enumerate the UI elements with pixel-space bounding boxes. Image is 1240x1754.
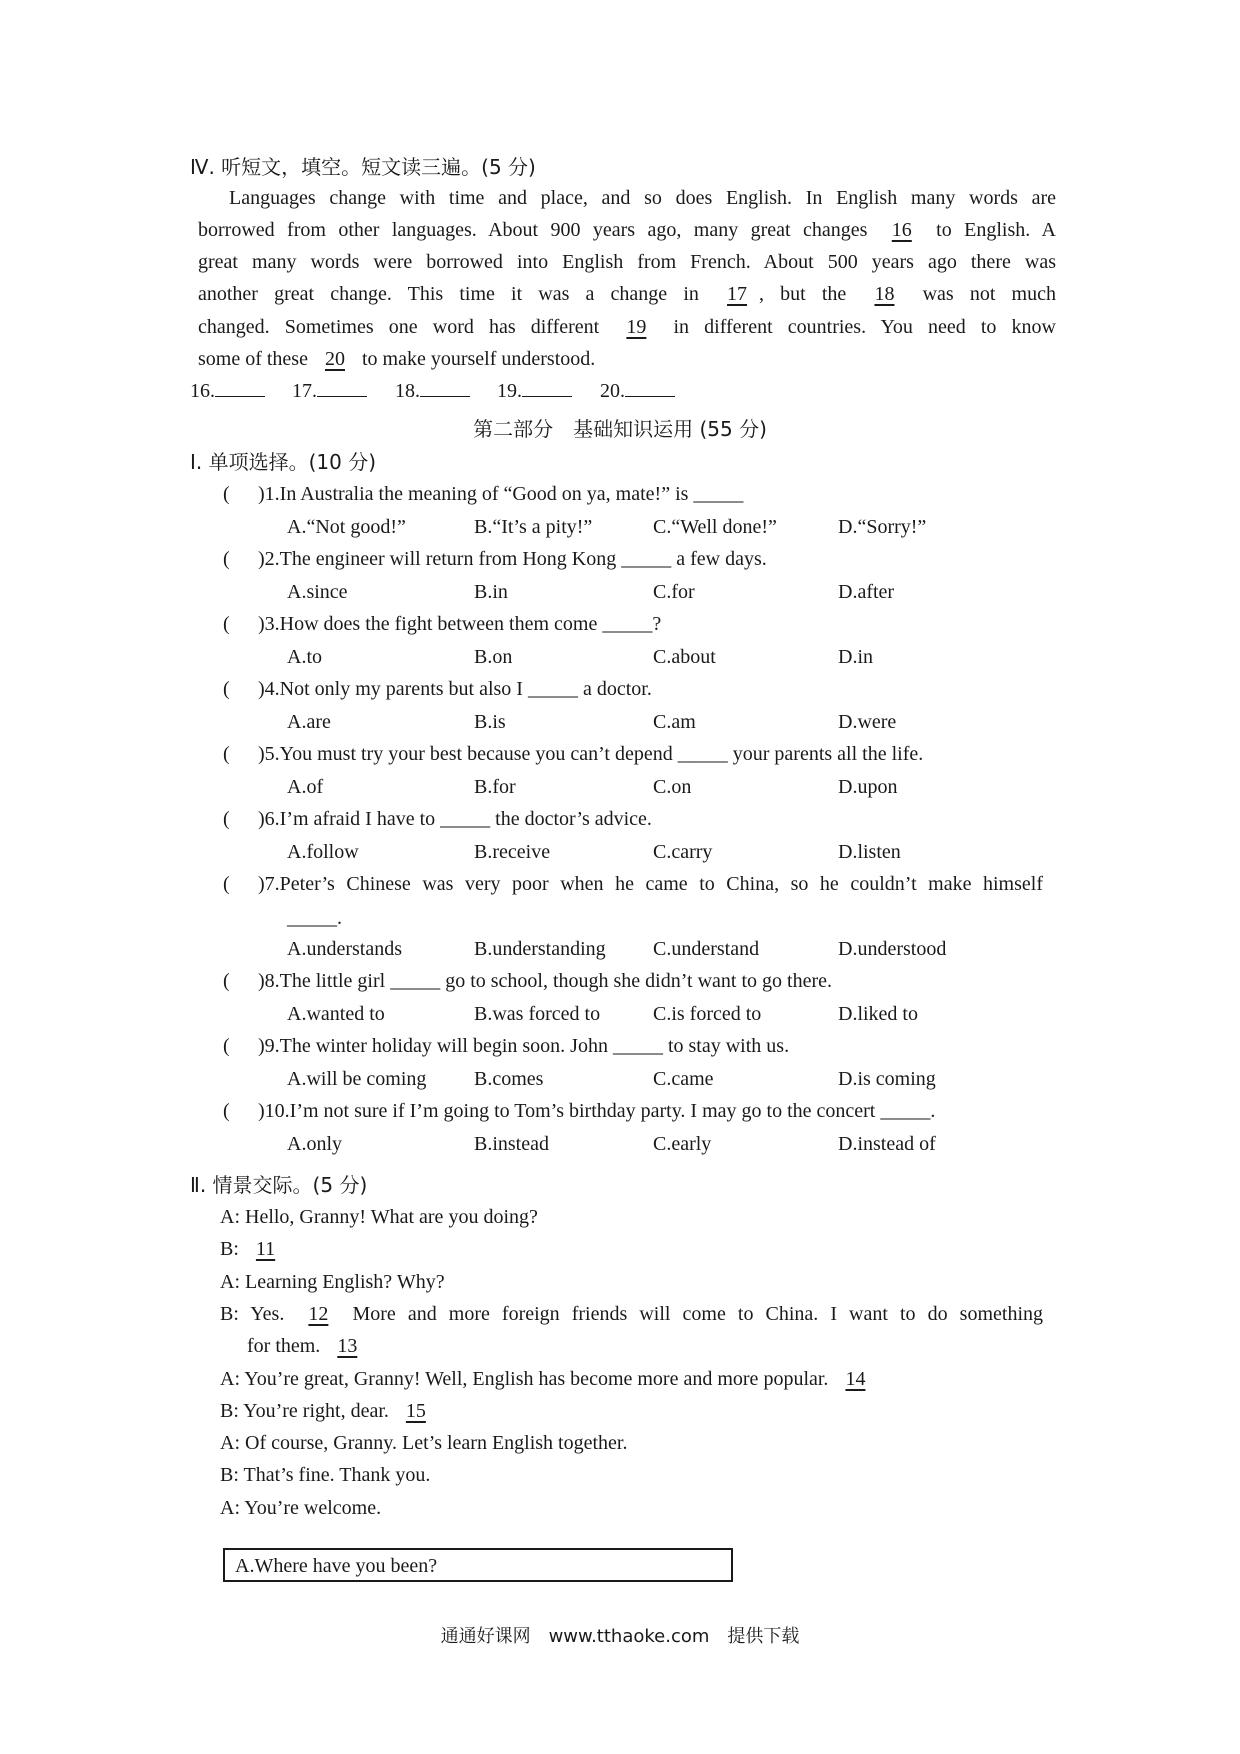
- dialogue-line: [220, 1236, 287, 1262]
- option-a: A.follow: [287, 841, 359, 863]
- answer-line: [317, 378, 367, 397]
- question-stem: )1.In Australia the meaning of “Good on ya, mate!” is _____: [258, 483, 744, 505]
- dialogue-line: [220, 1204, 538, 1230]
- dialogue-line: [220, 1269, 445, 1295]
- option-d: D.upon: [838, 776, 898, 798]
- option-a: A.“Not good!”: [287, 516, 406, 538]
- passage-text: Languages change with time and place, and so does English. In English many words are: [229, 187, 1056, 209]
- speaker-label: A:: [220, 1206, 240, 1228]
- option-c: C.understand: [653, 938, 760, 960]
- passage-line: [198, 281, 1056, 307]
- passage-line: [198, 217, 1056, 243]
- blank-number-17: 17: [727, 283, 748, 305]
- answer-paren: (: [223, 548, 230, 570]
- answer-label: 18.: [395, 380, 420, 402]
- blank-number-19: 19: [626, 316, 647, 338]
- question-stem: )6.I’m afraid I have to _____ the doctor’s advice.: [258, 808, 652, 830]
- dialogue-line: [220, 1366, 877, 1392]
- dialogue-line: [220, 1301, 1043, 1327]
- option-c: C.on: [653, 776, 692, 798]
- option-b: B.on: [474, 646, 513, 668]
- option-b: B.instead: [474, 1133, 549, 1155]
- question-stem-cont: _____.: [287, 907, 342, 929]
- answer-blank: [497, 378, 572, 404]
- answer-line: [420, 378, 470, 397]
- dialogue-text: That’s fine. Thank you.: [238, 1464, 431, 1487]
- question-stem: )3.How does the fight between them come _____?: [258, 613, 662, 635]
- blank-number-16: 16: [891, 219, 912, 241]
- option-a: A.wanted to: [287, 1003, 385, 1025]
- option-d: D.liked to: [838, 1003, 918, 1025]
- option-b: B.receive: [474, 841, 551, 863]
- option-c: C.carry: [653, 841, 713, 863]
- answer-label: 20.: [600, 380, 625, 402]
- dialogue-text: for them.: [247, 1335, 326, 1358]
- dialogue-line: [220, 1495, 381, 1521]
- answer-blank: [600, 378, 675, 404]
- speaker-label: A:: [220, 1270, 240, 1293]
- option-d: D.listen: [838, 841, 901, 863]
- option-a: A.to: [287, 646, 322, 668]
- option-d: D.instead of: [838, 1133, 936, 1155]
- answer-paren: (: [223, 970, 230, 992]
- option-c: C.“Well done!”: [653, 516, 777, 538]
- passage-text: to English. A: [923, 219, 1056, 241]
- box-option-a: A.Where have you been?: [235, 1555, 438, 1577]
- part2-title: 第二部分 基础知识运用 (55 分): [473, 417, 767, 441]
- option-c: C.early: [653, 1133, 712, 1155]
- option-b: B.in: [474, 581, 508, 603]
- section2-heading: Ⅱ. 情景交际。(5 分): [190, 1173, 368, 1197]
- answer-paren: (: [223, 613, 230, 635]
- answer-paren: (: [223, 873, 230, 895]
- speaker-label: B:: [220, 1464, 239, 1487]
- blank-number-18: 18: [874, 283, 895, 305]
- passage-text: some of these: [198, 348, 313, 370]
- blank-number-20: 20: [324, 348, 345, 370]
- option-a: A.since: [287, 581, 348, 603]
- passage-text: , but the: [759, 283, 863, 305]
- option-b: B.understanding: [474, 938, 606, 960]
- footer: 通通好课网 www.tthaoke.com 提供下载: [440, 1626, 800, 1647]
- question-stem: )2.The engineer will return from Hong Kong _____ a few days.: [258, 548, 767, 570]
- question-stem: )4.Not only my parents but also I _____ a doctor.: [258, 678, 652, 700]
- blank-number-15: 15: [405, 1399, 426, 1422]
- passage-text: another great change. This time it was a change in: [198, 283, 716, 305]
- option-c: C.for: [653, 581, 695, 603]
- blank-number-14: 14: [845, 1367, 866, 1390]
- passage-text: great many words were borrowed into English from French. About 500 years ago there was: [198, 251, 1056, 273]
- passage-text: in different countries. You need to know: [658, 316, 1056, 338]
- passage-text: borrowed from other languages. About 900 years ago, many great changes: [198, 219, 880, 241]
- dialogue-text: You’re great, Granny! Well, English has become more and more popular.: [240, 1367, 834, 1390]
- passage-line: [198, 346, 595, 372]
- answer-paren: (: [223, 678, 230, 700]
- dialogue-line: [220, 1398, 438, 1424]
- answer-label: 16.: [190, 380, 215, 402]
- answer-line: [215, 378, 265, 397]
- speaker-label: B:: [220, 1238, 239, 1261]
- options-box: [223, 1548, 733, 1582]
- section4-heading: Ⅳ. 听短文，填空。短文读三遍。(5 分): [190, 155, 536, 179]
- dialogue-text: More and more foreign friends will come to China. I want to do something: [340, 1302, 1043, 1325]
- answer-paren: (: [223, 1035, 230, 1057]
- option-c: C.about: [653, 646, 716, 668]
- option-a: A.of: [287, 776, 324, 798]
- question-stem: )8.The little girl _____ go to school, though she didn’t want to go there.: [258, 970, 832, 992]
- option-d: D.“Sorry!”: [838, 516, 927, 538]
- speaker-label: A:: [220, 1367, 240, 1390]
- passage-line: [198, 314, 1056, 340]
- dialogue-text: Learning English? Why?: [240, 1270, 445, 1293]
- dialogue-text: You’re right, dear.: [238, 1399, 394, 1422]
- answer-line: [625, 378, 675, 397]
- blank-number-12: 12: [308, 1302, 329, 1325]
- dialogue-text: Of course, Granny. Let’s learn English together.: [240, 1432, 628, 1455]
- dialogue-line: [220, 1462, 430, 1488]
- passage-text: changed. Sometimes one word has different: [198, 316, 615, 338]
- section1-heading: Ⅰ. 单项选择。(10 分): [190, 450, 377, 474]
- option-d: D.is coming: [838, 1068, 936, 1090]
- option-b: B.was forced to: [474, 1003, 601, 1025]
- answer-blank: [190, 378, 265, 404]
- question-stem: )10.I’m not sure if I’m going to Tom’s birthday party. I may go to the concert _____.: [258, 1100, 936, 1122]
- dialogue-line: [247, 1333, 369, 1359]
- speaker-label: A:: [220, 1432, 240, 1455]
- option-d: D.were: [838, 711, 897, 733]
- answer-line: [522, 378, 572, 397]
- passage-line: [198, 249, 1056, 275]
- answer-paren: (: [223, 1100, 230, 1122]
- option-b: B.comes: [474, 1068, 544, 1090]
- passage-text: to make yourself understood.: [356, 348, 596, 370]
- answer-paren: (: [223, 743, 230, 765]
- question-stem: )5.You must try your best because you can’t depend _____ your parents all the life.: [258, 743, 924, 765]
- option-a: A.are: [287, 711, 331, 733]
- option-c: C.came: [653, 1068, 714, 1090]
- dialogue-text: Hello, Granny! What are you doing?: [240, 1206, 538, 1228]
- option-a: A.will be coming: [287, 1068, 427, 1090]
- speaker-label: B:: [220, 1399, 239, 1422]
- answer-paren: (: [223, 808, 230, 830]
- option-b: B.for: [474, 776, 516, 798]
- option-c: C.am: [653, 711, 696, 733]
- answer-label: 17.: [292, 380, 317, 402]
- answer-paren: (: [223, 483, 230, 505]
- dialogue-line: [220, 1430, 627, 1456]
- option-a: A.only: [287, 1133, 342, 1155]
- question-stem: )9.The winter holiday will begin soon. John _____ to stay with us.: [258, 1035, 790, 1057]
- passage-text: was not much: [906, 283, 1056, 305]
- passage-line: [229, 185, 1056, 211]
- blank-number-13: 13: [337, 1335, 358, 1358]
- answer-label: 19.: [497, 380, 522, 402]
- option-c: C.is forced to: [653, 1003, 762, 1025]
- dialogue-text: Yes.: [238, 1302, 297, 1325]
- answer-blank: [292, 378, 367, 404]
- option-a: A.understands: [287, 938, 402, 960]
- speaker-label: A:: [220, 1496, 240, 1519]
- speaker-label: B:: [220, 1302, 239, 1325]
- answer-blank: [395, 378, 470, 404]
- dialogue-text: You’re welcome.: [240, 1496, 382, 1519]
- option-d: D.understood: [838, 938, 947, 960]
- option-d: D.in: [838, 646, 873, 668]
- option-d: D.after: [838, 581, 895, 603]
- blank-number-11: 11: [255, 1238, 276, 1261]
- option-b: B.is: [474, 711, 506, 733]
- question-stem: )7.Peter’s Chinese was very poor when he came to China, so he couldn’t make himself: [258, 873, 1043, 895]
- option-b: B.“It’s a pity!”: [474, 516, 593, 538]
